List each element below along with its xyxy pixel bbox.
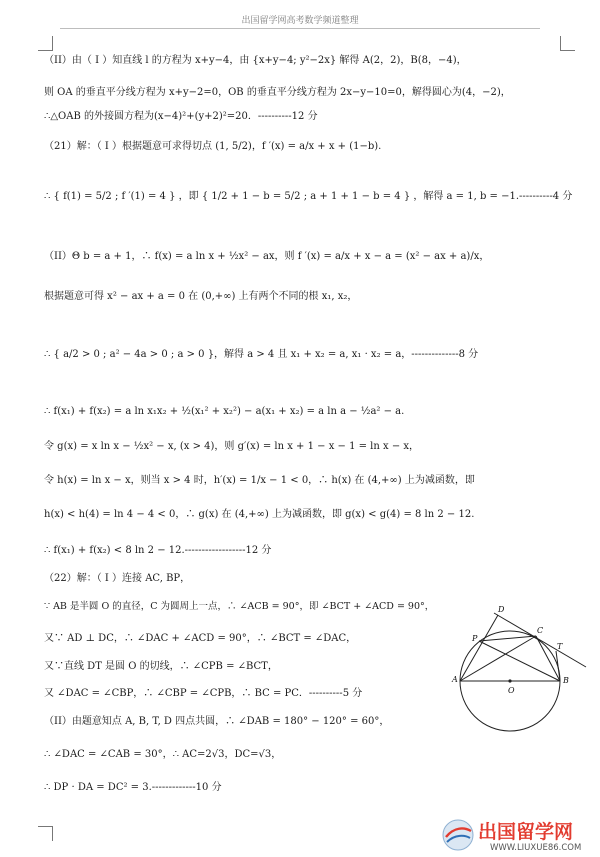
- tangent-line-dt: [494, 613, 586, 667]
- text-line: （II）Θ b = a + 1，∴ f(x) = a ln x + ½x² − ax，则 f ′(x) = a/x + x − a = (x² − ax + a)/x，: [44, 251, 490, 262]
- text-line: ∴ f(x₁) + f(x₂) < 8 ln 2 − 12.------------------12 分: [44, 545, 272, 556]
- label-t: T: [557, 642, 563, 651]
- text-line: ∵ AB 是半圆 O 的直径，C 为圆周上一点，∴ ∠ACB = 90°，即 ∠BCT + ∠ACD = 90°，: [44, 601, 435, 612]
- text-line: 又 ∠DAC = ∠CBP，∴ ∠CBP = ∠CPB，∴ BC = PC．----------5 分: [44, 688, 363, 699]
- geometry-diagram: [448, 603, 592, 765]
- text-line: ∴ DP · DA = DC² = 3.-------------10 分: [44, 782, 222, 793]
- segment-pb: [479, 641, 560, 681]
- text-line: 令 g(x) = x ln x − ½x² − x, (x > 4)，则 g′(x) = ln x + 1 − x − 1 = ln x − x，: [44, 441, 420, 452]
- label-o: O: [508, 686, 515, 695]
- crop-mark-top-left: [38, 36, 53, 51]
- text-line: （II）由题意知点 A, B, T, D 四点共圆，∴ ∠DAB = 180° − 120° = 60°，: [44, 716, 390, 727]
- label-p: P: [472, 634, 478, 643]
- label-c: C: [537, 626, 544, 635]
- crop-mark-bottom-left: [38, 826, 53, 841]
- text-line: （21）解：（ I ）根据题意可求得切点 (1, 5/2)，f ′(x) = a/x + x + (1−b).: [44, 141, 382, 152]
- label-b: B: [563, 676, 569, 685]
- text-line: ∴△OAB 的外接圆方程为(x−4)²+(y+2)²=20．----------12 分: [44, 111, 318, 122]
- globe-swirl-icon: [443, 820, 473, 850]
- text-line: ∴ ∠DAC = ∠CAB = 30°，∴ AC=2√3，DC=√3，: [44, 749, 282, 760]
- center-point-o: [508, 679, 511, 682]
- label-a: A: [452, 675, 458, 684]
- text-line: （II）由（ I ）知直线 l 的方程为 x+y−4，由 {x+y−4; y²−2x} 解得 A(2，2)，B(8，−4)，: [44, 55, 467, 66]
- crop-mark-top-right: [560, 36, 575, 51]
- label-d: D: [498, 605, 505, 614]
- text-line: 又∵ AD ⊥ DC，∴ ∠DAC + ∠ACD = 90°，∴ ∠BCT = ∠DAC，: [44, 633, 357, 644]
- text-line: 令 h(x) = ln x − x，则当 x > 4 时，h′(x) = 1/x − 1 < 0，∴ h(x) 在 (4,+∞) 上为减函数，即: [44, 475, 475, 486]
- text-line: 根据题意可得 x² − ax + a = 0 在 (0,+∞) 上有两个不同的根 x₁, x₂，: [44, 291, 358, 302]
- logo-url: WWW.LIUXUE86.COM: [490, 843, 582, 853]
- text-line: 则 OA 的垂直平分线方程为 x+y−2=0，OB 的垂直平分线方程为 2x−y−10=0，解得圆心为(4，−2)，: [44, 87, 511, 98]
- text-line: h(x) < h(4) = ln 4 − 4 < 0，∴ g(x) 在 (4,+∞) 上为减函数，即 g(x) < g(4) = 8 ln 2 − 12.: [44, 509, 475, 520]
- text-line: （22）解：（ I ）连接 AC, BP，: [44, 573, 191, 584]
- text-line: 又∵直线 DT 是圆 O 的切线，∴ ∠CPB = ∠BCT，: [44, 661, 278, 672]
- site-logo: [438, 815, 598, 855]
- text-line: ∴ { a/2 > 0 ; a² − 4a > 0 ; a > 0 }，解得 a > 4 且 x₁ + x₂ = a, x₁ · x₂ = a，--------------8 分: [44, 349, 479, 360]
- text-line: ∴ { f(1) = 5/2 ; f ′(1) = 4 } ，即 { 1/2 + 1 − b = 5/2 ; a + 1 + 1 − b = 4 } ，解得 a = 1, b = −1.----------4 分: [44, 191, 573, 202]
- page-header: 出国留学网高考数学频道整理: [241, 16, 359, 26]
- header-rule: [60, 28, 540, 29]
- logo-text: 出国留学网: [478, 821, 574, 843]
- text-line: ∴ f(x₁) + f(x₂) = a ln x₁x₂ + ½(x₁² + x₂²) − a(x₁ + x₂) = a ln a − ½a² − a.: [44, 406, 405, 417]
